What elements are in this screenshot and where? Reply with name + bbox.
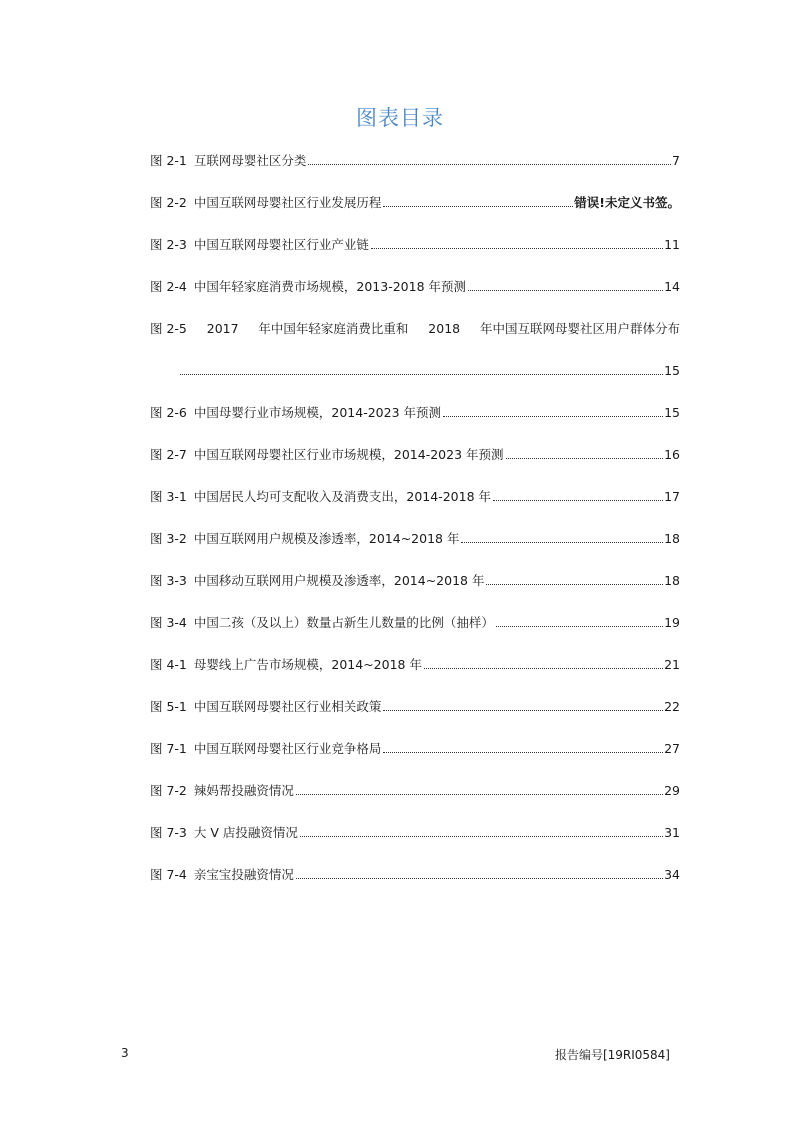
toc-entry[interactable]: [150, 780, 680, 801]
toc-entry[interactable]: [150, 192, 680, 213]
leader-dots: [461, 541, 663, 543]
figure-title: 中国互联网母婴社区行业发展历程: [193, 195, 382, 210]
figure-title-part: 年中国互联网母婴社区用户群体分布: [479, 321, 680, 336]
page-number: 29: [664, 783, 680, 798]
figure-number: 图 2-1: [150, 153, 187, 168]
page-number: 7: [672, 153, 680, 168]
footer-page-number: 3: [121, 1046, 129, 1060]
leader-dots: [308, 163, 671, 165]
figure-title: 亲宝宝投融资情况: [193, 867, 294, 882]
figure-title-part: 年中国年轻家庭消费比重和: [258, 321, 409, 336]
leader-dots: [468, 289, 663, 291]
leader-dots: [180, 373, 663, 375]
page-number: 18: [664, 573, 680, 588]
figure-number: 图 5-1: [150, 699, 187, 714]
figure-number: 图 2-7: [150, 447, 187, 462]
bookmark-error: 错误!未定义书签。: [574, 195, 680, 210]
figure-toc: [150, 150, 680, 906]
leader-dots: [300, 835, 663, 837]
figure-title: 中国互联网母婴社区行业市场规模，2014-2023 年预测: [193, 447, 504, 462]
leader-dots: [383, 205, 573, 207]
figure-title: 中国二孩（及以上）数量占新生儿数量的比例（抽样）: [193, 615, 494, 630]
leader-dots: [296, 877, 663, 879]
toc-entry[interactable]: [150, 822, 680, 843]
figure-number: 图 2-6: [150, 405, 187, 420]
page-number: 22: [664, 699, 680, 714]
leader-dots: [443, 415, 663, 417]
leader-dots: [383, 751, 663, 753]
figure-title: 中国居民人均可支配收入及消费支出，2014-2018 年: [193, 489, 491, 504]
page-number: 18: [664, 531, 680, 546]
leader-dots: [296, 793, 663, 795]
toc-entry[interactable]: [150, 150, 680, 171]
figure-title: 辣妈帮投融资情况: [193, 783, 294, 798]
toc-entry[interactable]: [150, 234, 680, 255]
figure-title: 中国互联网母婴社区行业产业链: [193, 237, 369, 252]
toc-entry[interactable]: [150, 318, 680, 381]
figure-title: 中国互联网用户规模及渗透率，2014~2018 年: [193, 531, 460, 546]
page-number: 27: [664, 741, 680, 756]
leader-dots: [496, 625, 663, 627]
figure-title: 中国移动互联网用户规模及渗透率，2014~2018 年: [193, 573, 485, 588]
figure-number: 图 2-5: [150, 321, 187, 336]
leader-dots: [486, 583, 663, 585]
toc-entry[interactable]: [150, 402, 680, 423]
leader-dots: [371, 247, 663, 249]
page-number: 17: [664, 489, 680, 504]
figure-number: 图 3-1: [150, 489, 187, 504]
figure-number: 图 4-1: [150, 657, 187, 672]
footer-report-id: 报告编号[19RI0584]: [554, 1048, 670, 1062]
figure-title: 中国年轻家庭消费市场规模，2013-2018 年预测: [193, 279, 466, 294]
figure-title: 大 V 店投融资情况: [193, 825, 298, 840]
leader-dots: [424, 667, 663, 669]
toc-entry[interactable]: [150, 864, 680, 885]
figure-title: 中国互联网母婴社区行业竞争格局: [193, 741, 382, 756]
toc-entry[interactable]: [150, 444, 680, 465]
page-number: 31: [664, 825, 680, 840]
toc-entry[interactable]: [150, 696, 680, 717]
figure-number: 图 2-4: [150, 279, 187, 294]
page-number: 14: [664, 279, 680, 294]
leader-dots: [493, 499, 663, 501]
figure-title: 母婴线上广告市场规模，2014~2018 年: [193, 657, 422, 672]
figure-number: 图 7-1: [150, 741, 187, 756]
figure-number: 图 3-2: [150, 531, 187, 546]
page-number: 19: [664, 615, 680, 630]
figure-title: 中国母婴行业市场规模，2014-2023 年预测: [193, 405, 441, 420]
toc-entry[interactable]: [150, 486, 680, 507]
page-number: 11: [664, 237, 680, 252]
toc-entry[interactable]: [150, 276, 680, 297]
page-number: 34: [664, 867, 680, 882]
page-number: 16: [664, 447, 680, 462]
toc-entry[interactable]: [150, 612, 680, 633]
figure-number: 图 2-3: [150, 237, 187, 252]
figure-title-part: 2018: [428, 321, 461, 336]
figure-number: 图 3-4: [150, 615, 187, 630]
toc-entry[interactable]: [150, 528, 680, 549]
page-number: 15: [664, 363, 680, 378]
leader-dots: [383, 709, 663, 711]
figure-title: 互联网母婴社区分类: [193, 153, 307, 168]
toc-entry[interactable]: [150, 738, 680, 759]
toc-entry[interactable]: [150, 570, 680, 591]
figure-number: 图 7-4: [150, 867, 187, 882]
figure-number: 图 2-2: [150, 195, 187, 210]
page-number: 21: [664, 657, 680, 672]
figure-number: 图 7-3: [150, 825, 187, 840]
page-number: 15: [664, 405, 680, 420]
figure-title-part: 2017: [206, 321, 239, 336]
page-title: 图表目录: [356, 106, 444, 130]
figure-number: 图 3-3: [150, 573, 187, 588]
toc-entry[interactable]: [150, 654, 680, 675]
figure-number: 图 7-2: [150, 783, 187, 798]
figure-title: 中国互联网母婴社区行业相关政策: [193, 699, 382, 714]
leader-dots: [506, 457, 664, 459]
